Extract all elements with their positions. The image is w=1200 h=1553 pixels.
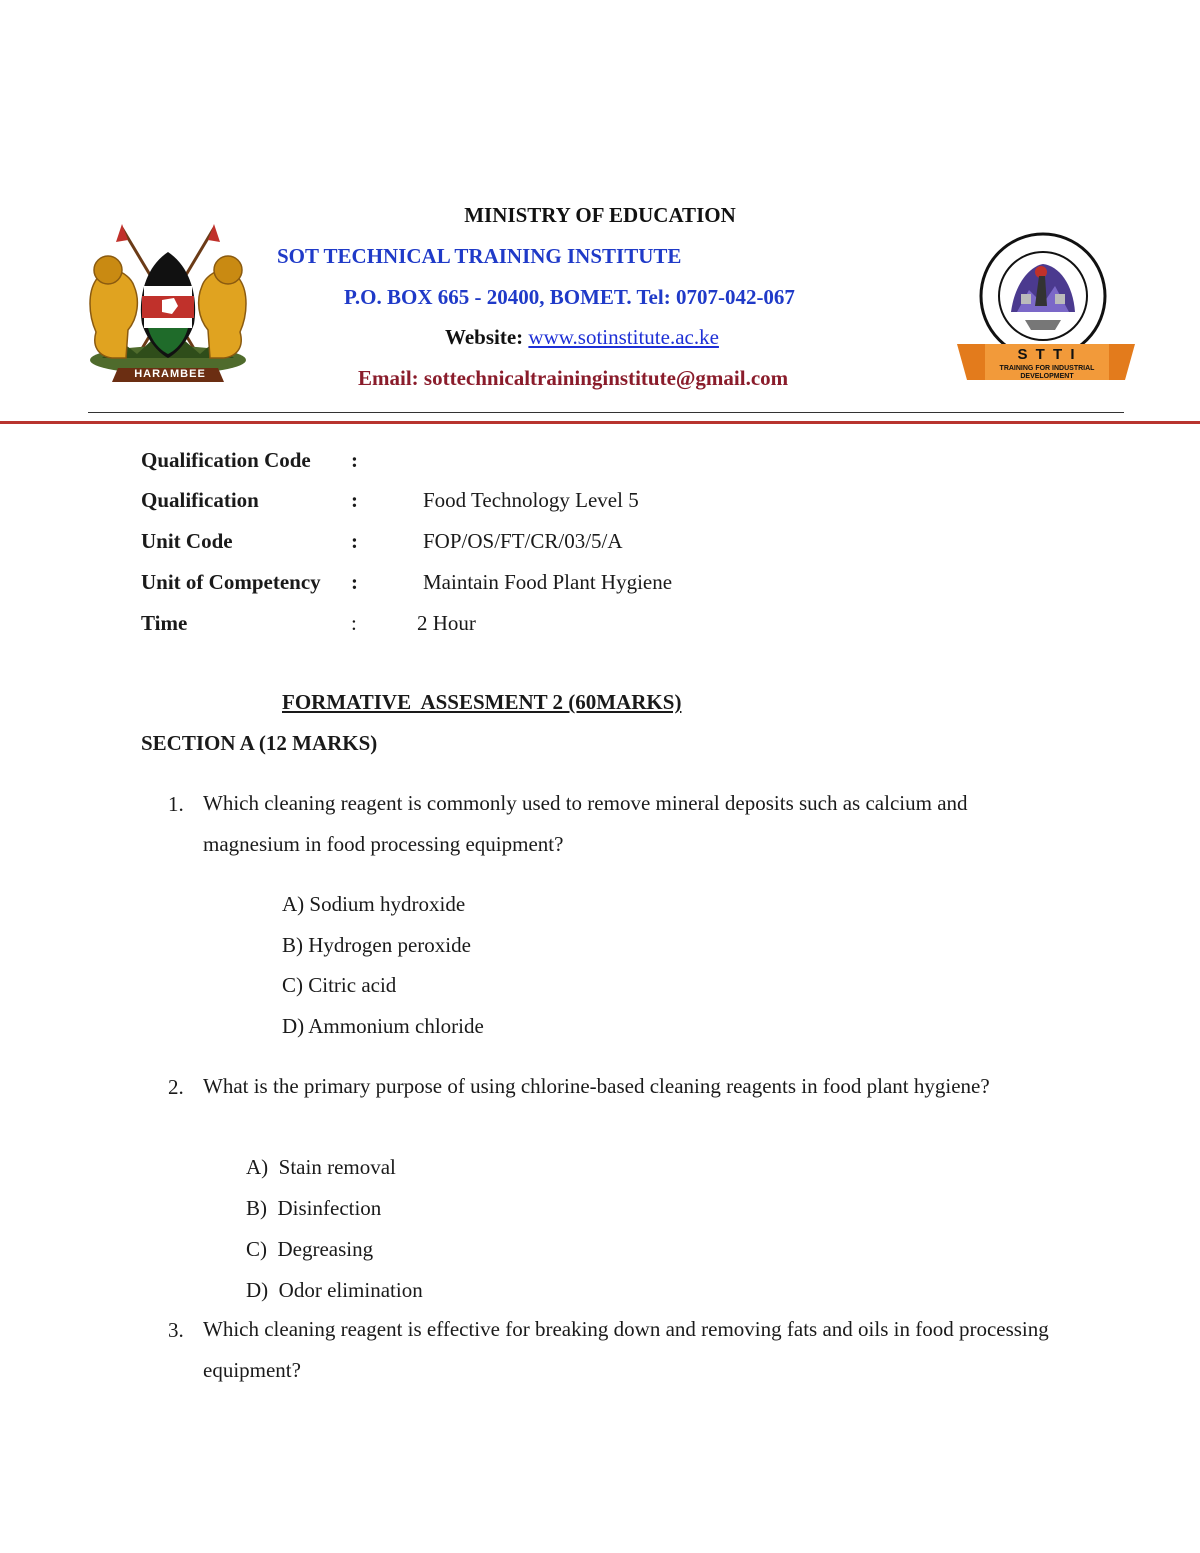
- field-colon: :: [351, 488, 358, 512]
- website-line: [445, 325, 719, 350]
- question-text: What is the primary purpose of using chlorine-based cleaning reagents in food plant hygiene?: [203, 1074, 990, 1098]
- option-a: A) Stain removal: [246, 1155, 396, 1179]
- header-divider-red: [0, 421, 1200, 424]
- email-line: Email: sottechnicaltraininginstitute@gmail.com: [358, 366, 789, 390]
- field-label: Qualification: [141, 488, 259, 512]
- website-link[interactable]: www.sotinstitute.ac.ke: [528, 325, 719, 349]
- option-a: A) Sodium hydroxide: [282, 892, 466, 916]
- section-title: SECTION A (12 MARKS): [141, 731, 378, 755]
- website-label: Website:: [445, 325, 524, 349]
- field-label: Unit Code: [141, 529, 233, 553]
- option-b: B) Hydrogen peroxide: [282, 933, 471, 957]
- postal-address: P.O. BOX 665 - 20400, BOMET. Tel: 0707-042-067: [344, 285, 795, 309]
- question-text: Which cleaning reagent is effective for breaking down and removing fats and oils in food processing equipment?: [203, 1317, 1049, 1382]
- question-number: 3.: [168, 1318, 184, 1342]
- field-value: 2 Hour: [417, 611, 476, 635]
- field-label: Time: [141, 611, 188, 635]
- question-number: 2.: [168, 1075, 184, 1099]
- header-divider: [88, 412, 1124, 413]
- option-c: C) Degreasing: [246, 1237, 374, 1261]
- field-colon: :: [351, 448, 358, 472]
- field-colon: :: [351, 529, 358, 553]
- field-colon: :: [351, 611, 357, 635]
- field-colon: :: [351, 570, 358, 594]
- field-value: Food Technology Level 5: [423, 488, 639, 512]
- institute-name: SOT TECHNICAL TRAINING INSTITUTE: [277, 244, 682, 268]
- option-b: B) Disinfection: [246, 1196, 382, 1220]
- option-c: C) Citric acid: [282, 973, 397, 997]
- stti-motto-text: TRAINING FOR INDUSTRIAL DEVELOPMENT: [999, 365, 1095, 380]
- harambee-banner-text: HARAMBEE: [134, 368, 206, 380]
- question-text: Which cleaning reagent is commonly used to remove mineral deposits such as calcium and magnesium in food processing equipment?: [203, 791, 968, 856]
- field-value: Maintain Food Plant Hygiene: [423, 570, 673, 594]
- stti-name-text: S T T I: [1017, 346, 1077, 363]
- option-d: D) Ammonium chloride: [282, 1014, 484, 1038]
- option-d: D) Odor elimination: [246, 1278, 423, 1302]
- field-label: Unit of Competency: [141, 570, 321, 594]
- field-label: Qualification Code: [141, 448, 311, 472]
- coat-of-arms-logo: [82, 222, 254, 390]
- assessment-title: FORMATIVE ASSESMENT 2 (60MARKS): [282, 690, 682, 714]
- field-value: FOP/OS/FT/CR/03/5/A: [423, 529, 623, 553]
- ministry-heading: MINISTRY OF EDUCATION: [464, 203, 736, 227]
- stti-logo: [955, 232, 1139, 388]
- question-number: 1.: [168, 792, 184, 816]
